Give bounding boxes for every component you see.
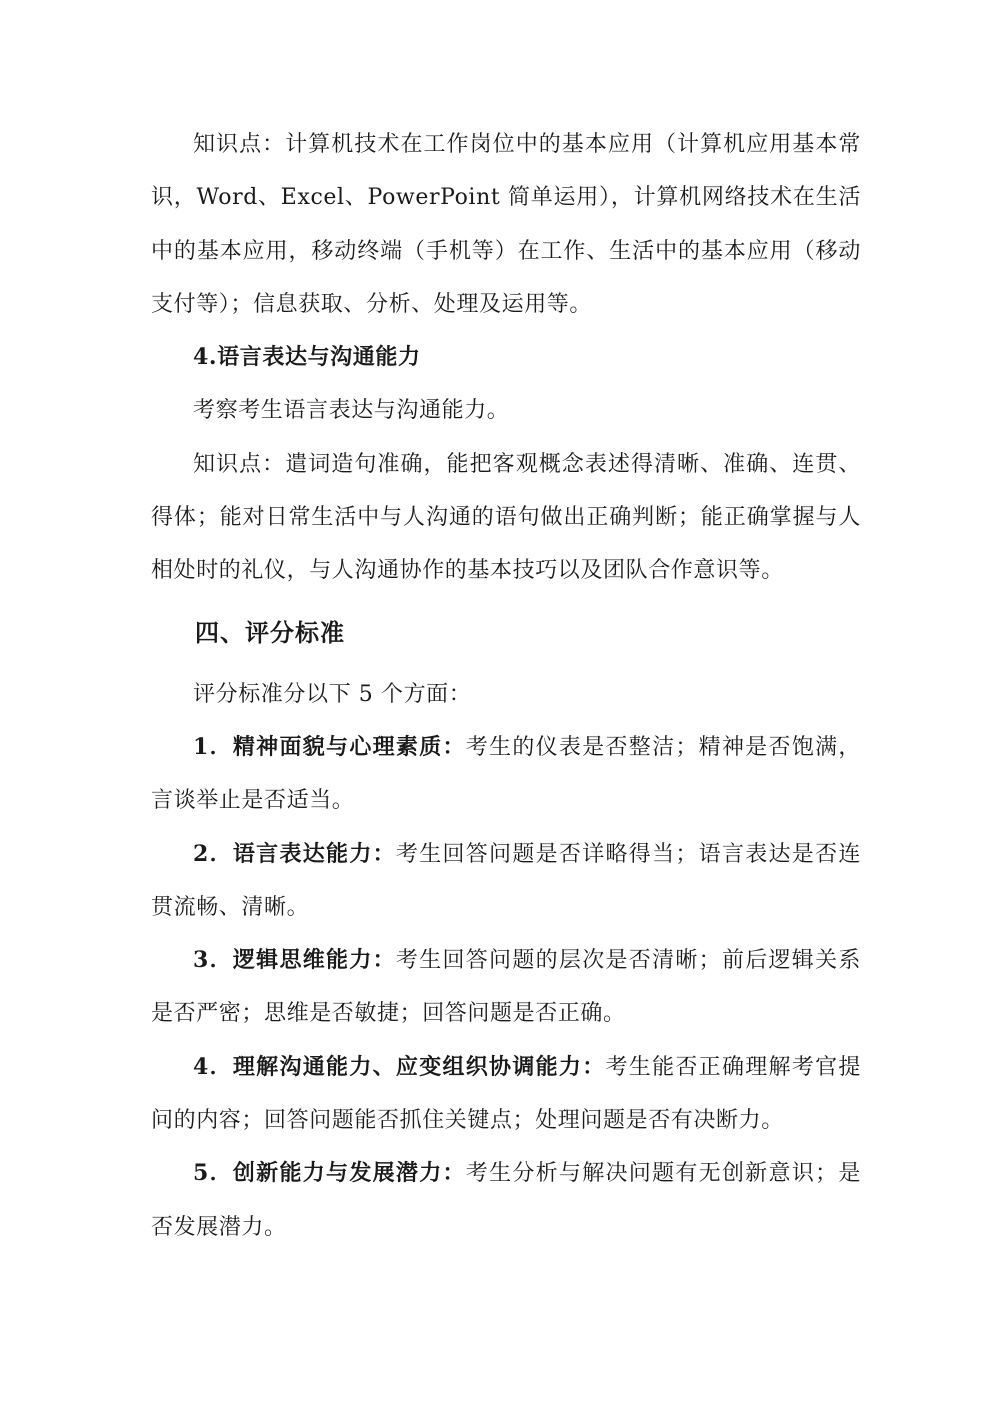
criteria-item <box>151 1041 861 1148</box>
criteria-label: 3．逻辑思维能力： <box>193 947 396 974</box>
criteria-item <box>151 934 861 1041</box>
criteria-text: 考生回答问题是否详略得当；语言表达是否连贯流畅、清晰。 <box>151 841 861 920</box>
knowledge-points-paragraph: 知识点：计算机技术在工作岗位中的基本应用（计算机应用基本常识，Word、Excel、PowerPoint 简单运用），计算机网络技术在生活中的基本应用，移动终端（手机等）在工作、生活中的基本应用（移动支付等）；信息获取、分析、处理及运用等。 <box>151 132 861 317</box>
criteria-item <box>151 828 861 935</box>
knowledge-points-paragraph-2: 知识点：遣词造句准确，能把客观概念表述得清晰、准确、连贯、得体；能对日常生活中与人沟通的语句做出正确判断；能正确掌握与人相处时的礼仪，与人沟通协作的基本技巧以及团队合作意识等。 <box>151 451 861 584</box>
criteria-label: 4．理解沟通能力、应变组织协调能力： <box>193 1053 606 1080</box>
document-page <box>151 118 861 1254</box>
criteria-item <box>151 721 861 828</box>
section-title: 四、评分标准 <box>195 617 345 647</box>
subsection-heading: 4.语言表达与沟通能力 <box>193 344 421 371</box>
criteria-text: 考生能否正确理解考官提问的内容；回答问题能否抓住关键点；处理问题是否有决断力。 <box>151 1054 862 1134</box>
criteria-text: 考生分析与解决问题有无创新意识；是否发展潜力。 <box>151 1161 862 1240</box>
criteria-item <box>151 1147 861 1254</box>
criteria-label: 2．语言表达能力： <box>193 840 396 867</box>
criteria-text: 考生回答问题的层次是否清晰；前后逻辑关系是否严密；思维是否敏捷；回答问题是否正确。 <box>151 948 861 1027</box>
section-intro: 评分标准分以下 5 个方面： <box>193 681 472 707</box>
criteria-label: 1．精神面貌与心理素质： <box>193 733 466 760</box>
criteria-text: 考生的仪表是否整洁；精神是否饱满，言谈举止是否适当。 <box>151 734 862 814</box>
assessment-paragraph: 考察考生语言表达与沟通能力。 <box>193 398 510 424</box>
criteria-label: 5．创新能力与发展潜力： <box>193 1160 466 1187</box>
